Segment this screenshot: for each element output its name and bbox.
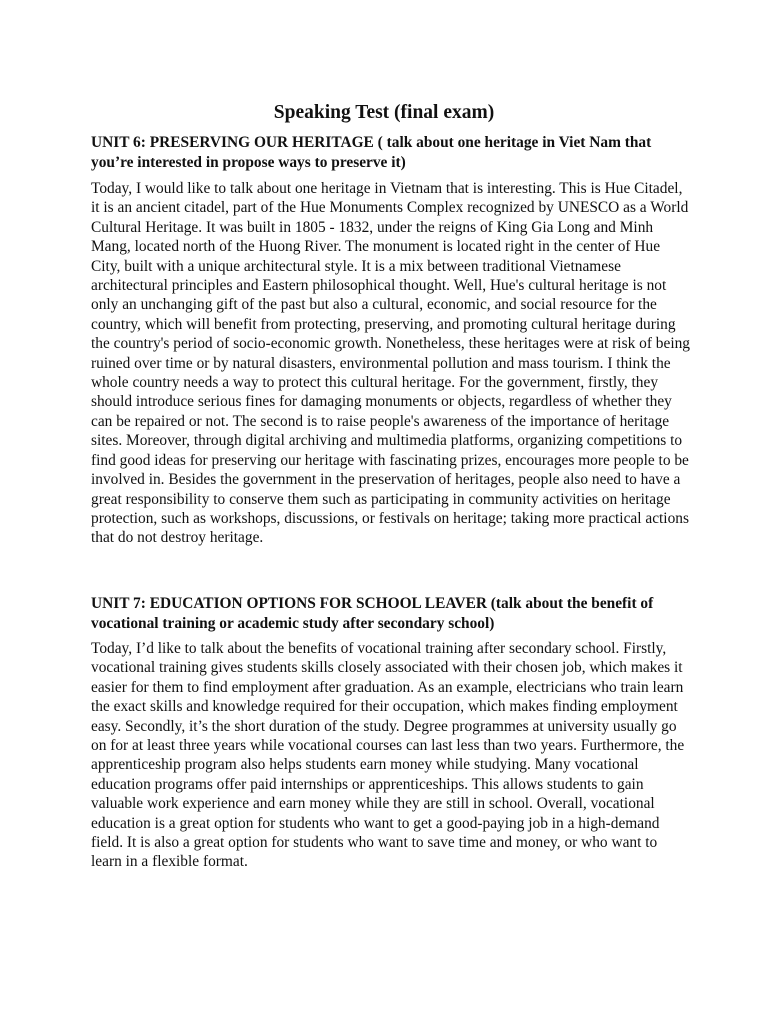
document-title: Speaking Test (final exam) [273,102,495,123]
unit-7-paragraph: Today, I’d like to talk about the benefits of vocational training after secondary school. Firstly, vocational training gives students skills closely associated with their chosen job, which makes it easier for them to find employment after graduation. As an example, electricians who train learn the exact skills and knowledge required for their occupation, which makes finding employment easy. Secondly, it’s the short duration of the study. Degree programmes at university usually go on for at least three years while vocational courses can last less than two years. Furthermore, the apprenticeship program also helps students earn money while studying. Many vocational education programs offer paid internships or apprenticeships. This allows students to gain valuable work experience and earn money while they are still in school. Overall, vocational education is a great option for students who want to get a good-paying job in a high-demand field. It is also a great option for students who want to save time and money, or who want to learn in a flexible format. [91,640,685,871]
unit-6-paragraph: Today, I would like to talk about one heritage in Vietnam that is interesting. This is Hue Citadel, it is an ancient citadel, part of the Hue Monuments Complex recognized by UNESCO as a World Cultural Heritage. It was built in 1805 - 1832, under the reigns of King Gia Long and Minh Mang, located north of the Huong River. The monument is located right in the center of Hue City, built with a unique architectural style. It is a mix between traditional Vietnamese architectural principles and Eastern philosophical thought. Well, Hue's cultural heritage is not only an unchanging gift of the past but also a cultural, economic, and social resource for the country, which will benefit from protecting, preserving, and promoting cultural heritage during the country's period of socio-economic growth. Nonetheless, these heritages were at risk of being ruined over time or by natural disasters, environmental pollution and mass tourism. I think the whole country needs a way to protect this cultural heritage. For the government, firstly, they should introduce serious fines for damaging monuments or objects, regardless of whether they can be repaired or not. The second is to raise people's awareness of the importance of heritage sites. Moreover, through digital archiving and multimedia platforms, organizing competitions to find good ideas for preserving our heritage with fascinating prizes, encourages more people to be involved in. Besides the government in the preservation of heritages, people also need to have a great responsibility to conserve them such as participating in community activities on heritage protection, such as workshops, discussions, or festivals on heritage; taking more practical actions that do not destroy heritage. [91,180,690,547]
unit-6-heading: UNIT 6: PRESERVING OUR HERITAGE ( talk about one heritage in Viet Nam that you’re interested in propose ways to preserve it) [91,134,652,171]
unit-7-heading: UNIT 7: EDUCATION OPTIONS FOR SCHOOL LEAVER (talk about the benefit of vocational training or academic study after secondary school) [91,595,654,632]
